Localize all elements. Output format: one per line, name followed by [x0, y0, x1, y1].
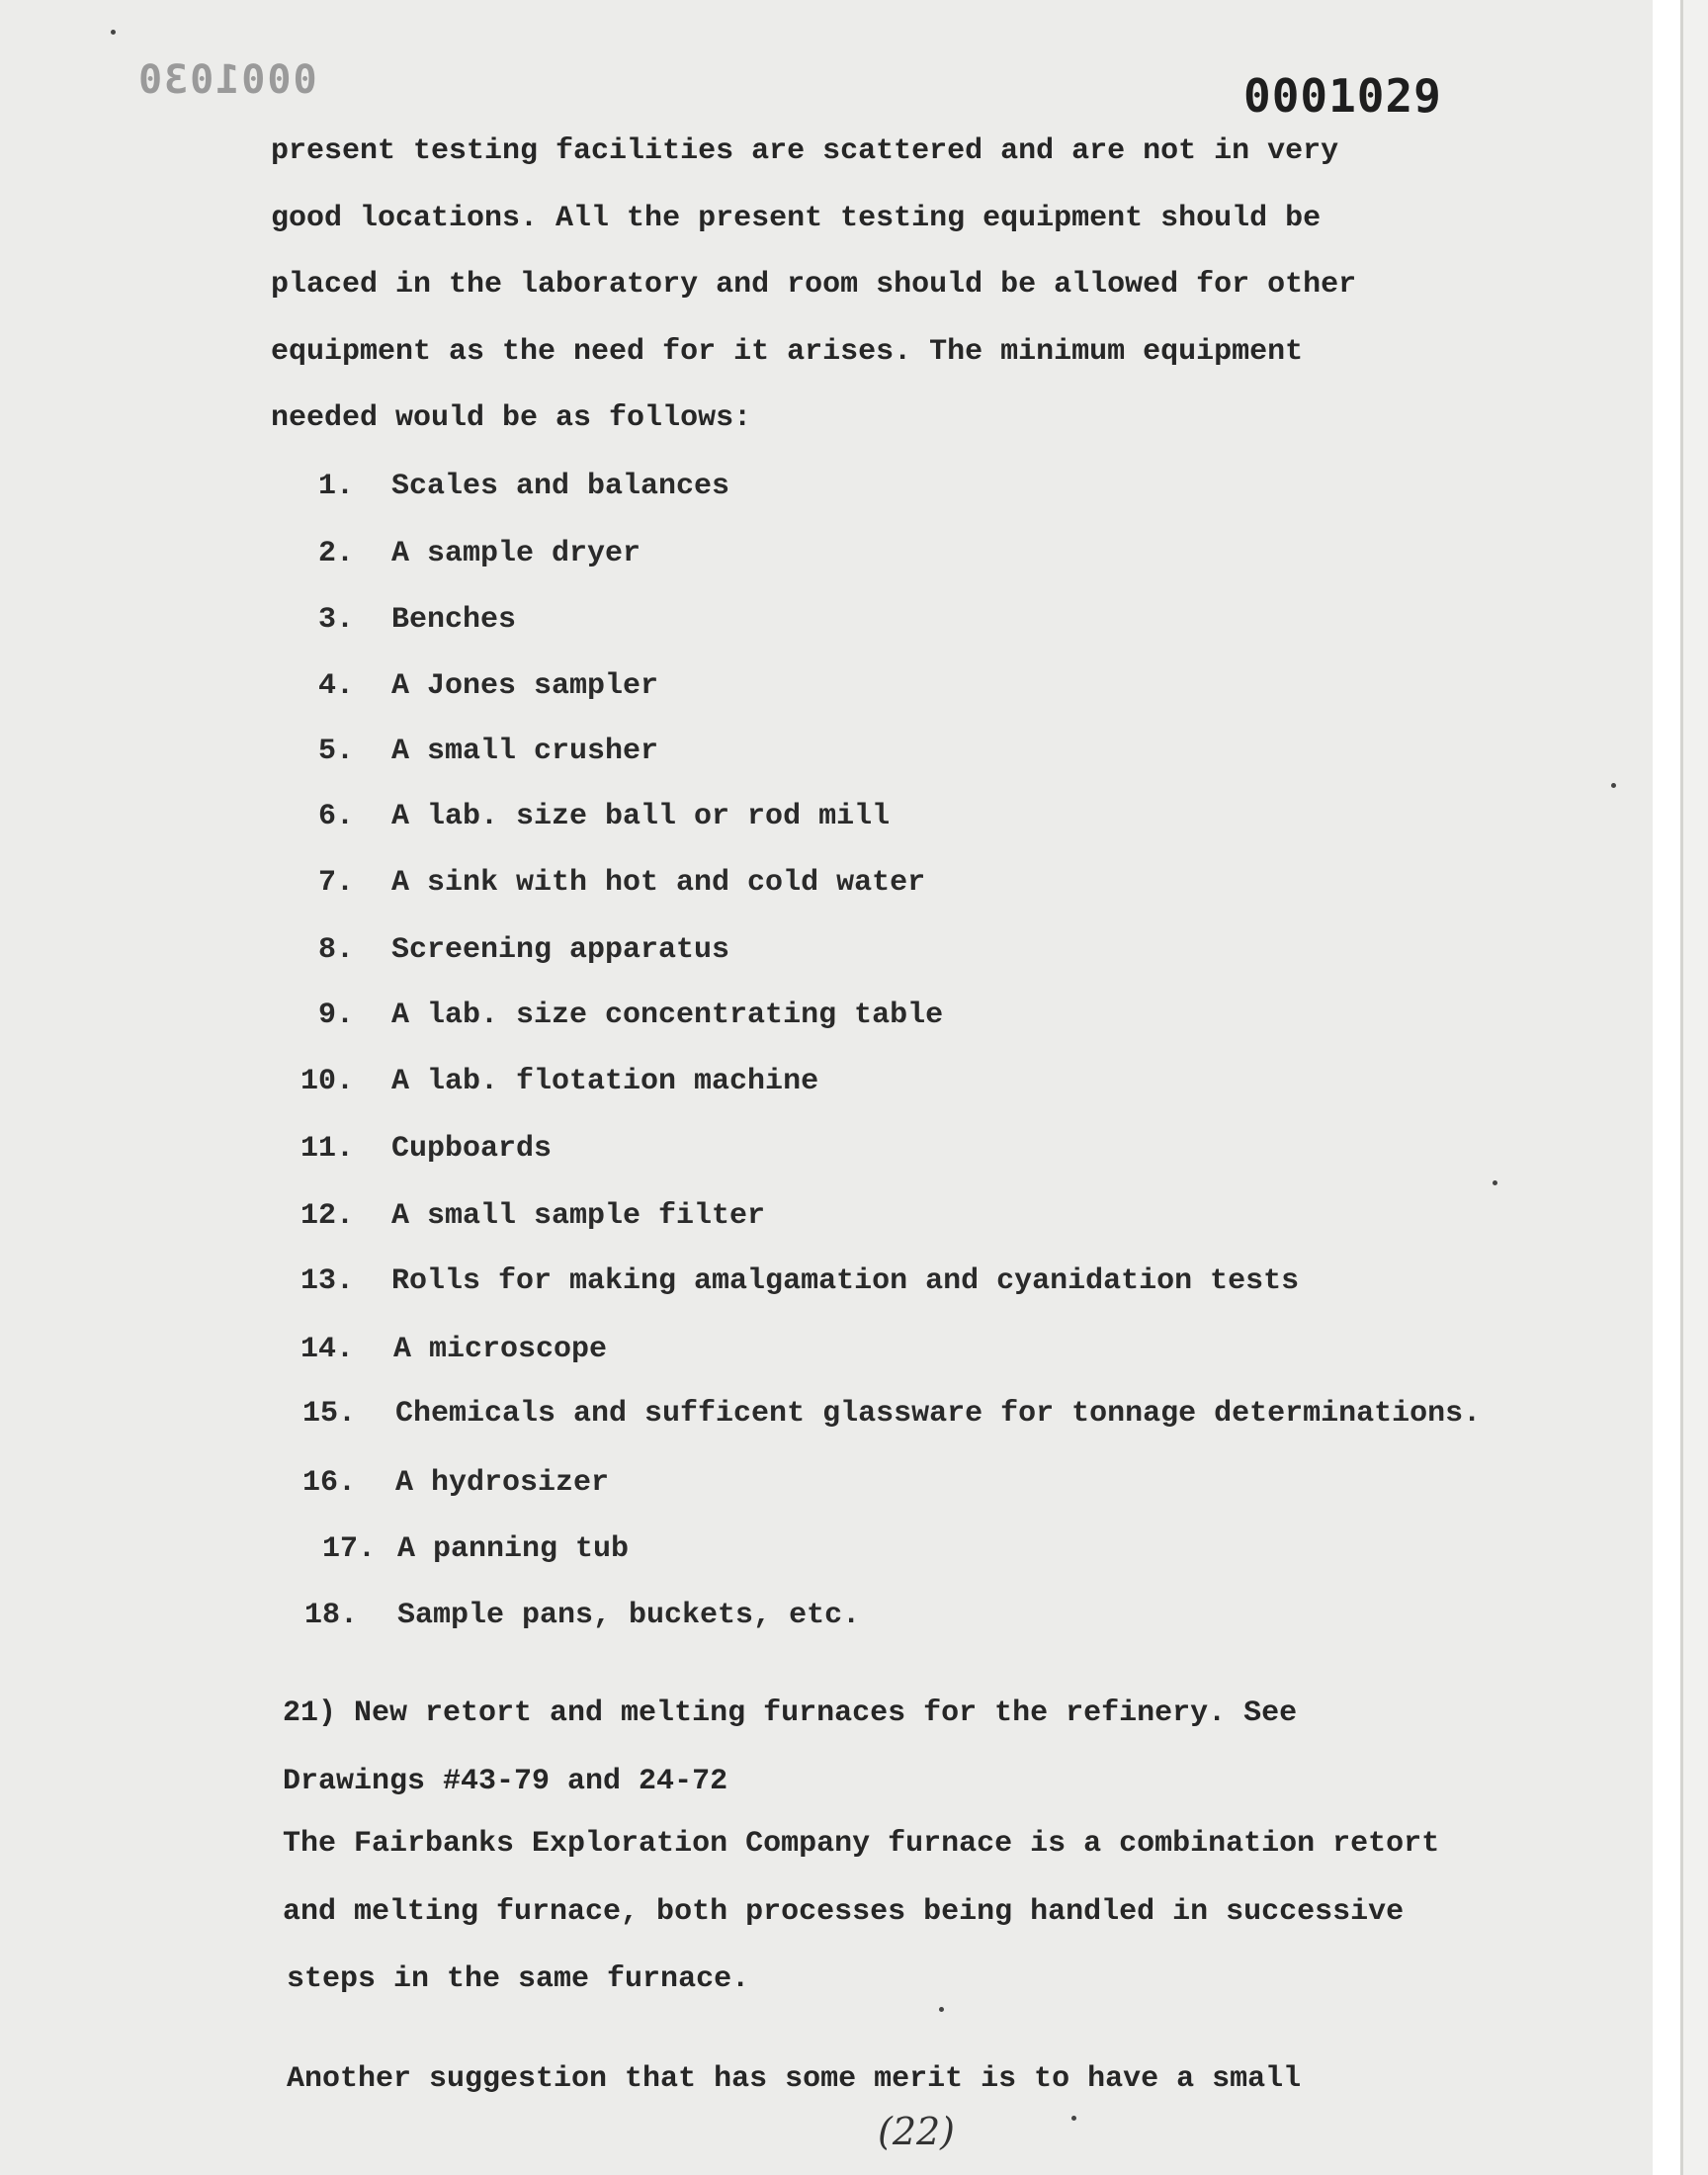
list-item-number: 17.: [321, 1532, 376, 1566]
document-number-stamp: 0001029: [1243, 69, 1442, 123]
list-item-text: A microscope: [393, 1333, 608, 1366]
list-item-number: 12.: [299, 1199, 354, 1233]
list-item-number: 15.: [301, 1397, 356, 1431]
list-item-text: A lab. size ball or rod mill: [391, 800, 891, 833]
text-line: present testing facilities are scattered and are not in very: [271, 134, 1339, 168]
list-item-text: A lab. flotation machine: [391, 1065, 819, 1098]
text-line: The Fairbanks Exploration Company furnace is a combination retort: [283, 1827, 1440, 1861]
final-text-line: Another suggestion that has some merit is to have a small: [287, 2062, 1302, 2096]
list-item-text: A sample dryer: [391, 537, 641, 570]
list-item-number: 16.: [301, 1466, 356, 1500]
text-line: placed in the laboratory and room should be allowed for other: [271, 268, 1357, 302]
text-line: needed would be as follows:: [271, 401, 752, 435]
list-item-number: 14.: [299, 1333, 354, 1366]
list-item-text: A panning tub: [397, 1532, 630, 1566]
paper-speck: [1611, 783, 1616, 788]
page-edge: [1653, 0, 1680, 2175]
list-item-number: 7.: [317, 866, 354, 900]
list-item-number: 9.: [317, 999, 354, 1032]
list-item-number: 2.: [317, 537, 354, 570]
list-item-number: 13.: [299, 1264, 354, 1298]
faded-document-number-stamp: 0001030: [136, 57, 317, 103]
text-line: steps in the same furnace.: [287, 1962, 750, 1996]
list-item-text: A lab. size concentrating table: [391, 999, 944, 1032]
text-line: Drawings #43-79 and 24-72: [283, 1765, 728, 1798]
list-item-number: 10.: [299, 1065, 354, 1098]
paper-speck: [939, 2007, 944, 2012]
list-item-text: A hydrosizer: [395, 1466, 610, 1500]
text-line: 21) New retort and melting furnaces for the refinery. See: [283, 1696, 1298, 1730]
list-item-text: Cupboards: [391, 1132, 553, 1166]
list-item-number: 11.: [299, 1132, 354, 1166]
list-item-number: 8.: [317, 933, 354, 967]
list-item-text: Scales and balances: [391, 470, 730, 503]
list-item-text: A small crusher: [391, 735, 659, 768]
list-item-number: 5.: [317, 735, 354, 768]
paper-speck: [111, 30, 116, 35]
list-item-number: 1.: [317, 470, 354, 503]
text-line: equipment as the need for it arises. The minimum equipment: [271, 335, 1304, 369]
list-item-number: 6.: [317, 800, 354, 833]
text-line: and melting furnace, both processes being handled in successive: [283, 1895, 1405, 1929]
list-item-text: A Jones sampler: [391, 669, 659, 703]
list-item-text: Rolls for making amalgamation and cyanidation tests: [391, 1264, 1300, 1298]
list-item-text: A sink with hot and cold water: [391, 866, 926, 900]
paper-speck: [1071, 2116, 1076, 2121]
list-item-text: Benches: [391, 603, 517, 637]
list-item-number: 4.: [317, 669, 354, 703]
text-line: good locations. All the present testing equipment should be: [271, 202, 1322, 235]
page-number: (22): [878, 2110, 956, 2153]
list-item-number: 18.: [303, 1599, 358, 1632]
list-item-number: 3.: [317, 603, 354, 637]
paper-speck: [1493, 1180, 1497, 1185]
list-item-text: Screening apparatus: [391, 933, 730, 967]
list-item-text: A small sample filter: [391, 1199, 766, 1233]
list-item-text: Chemicals and sufficent glassware for tonnage determinations.: [395, 1397, 1482, 1431]
list-item-text: Sample pans, buckets, etc.: [397, 1599, 861, 1632]
